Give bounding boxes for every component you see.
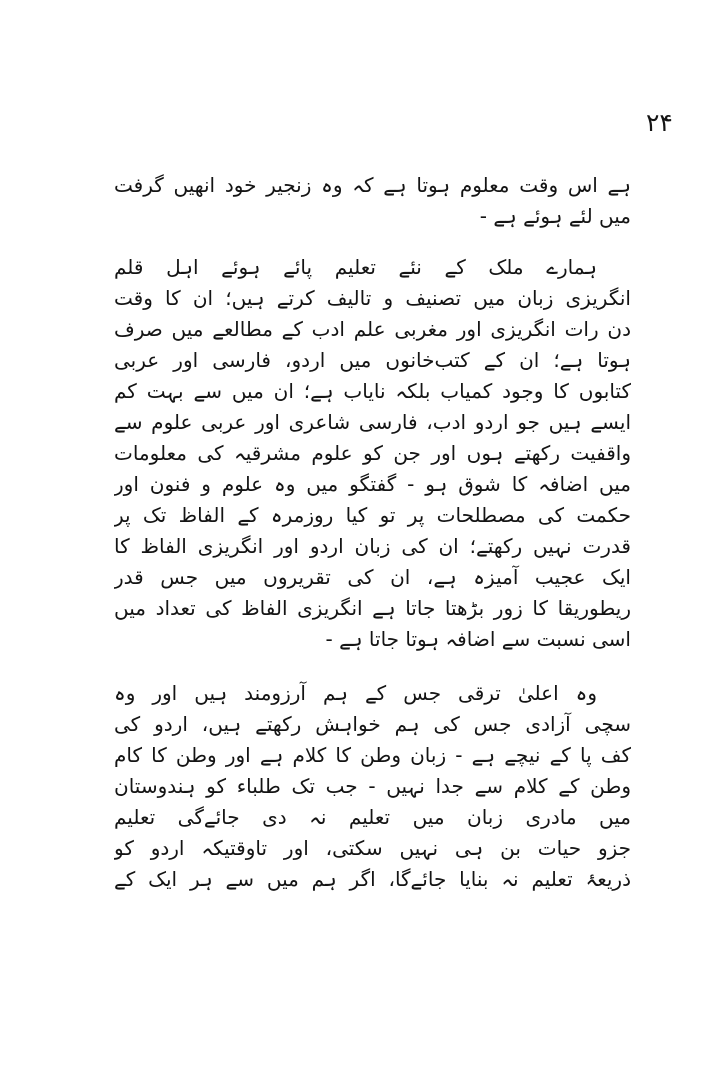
paragraph-1 [114,170,631,232]
text-line: میں لئے ہوئے ہے - [479,204,631,228]
text-line: ایسے ہیں جو اردو ادب، فارسی شاعری اور عربی علوم سے [114,410,631,434]
text-line: میں اضافہ کا شوق ہو - گفتگو میں وہ علوم و فنون اور [114,472,631,496]
text-line: میں مادری زبان میں تعلیم نہ دی جائےگی تعلیم [114,805,631,829]
text-line: سچی آزادی جس کی ہم خواہش رکھتے ہیں، اردو کی [114,712,631,736]
text-line: واقفیت رکھتے ہوں اور جن کو علوم مشرقیہ کی معلومات [114,441,631,465]
text-line: ایک عجیب آمیزہ ہے، ان کی تقریروں میں جس قدر [114,565,631,589]
text-line: ذریعۂ تعلیم نہ بنایا جائےگا، اگر ہم میں سے ہر ایک کے [114,867,631,891]
text-line: اسی نسبت سے اضافہ ہوتا جاتا ہے - [325,627,631,651]
text-line: کف پا کے نیچے ہے - زبان وطن کا کلام ہے اور وطن کا کام [114,743,631,767]
text-line: جزو حیات بن ہی نہیں سکتی، اور تاوقتیکہ اردو کو [114,836,631,860]
text-line: کتابوں کا وجود کمیاب بلکہ نایاب ہے؛ ان میں سے بہت کم [114,379,631,403]
paragraph-3 [114,678,631,895]
text-line: قدرت نہیں رکھتے؛ ان کی زبان اردو اور انگریزی الفاظ کا [114,534,631,558]
text-line: ہمارے ملک کے نئے تعلیم پائے ہوئے اہل قلم [114,255,597,279]
text-line: ہوتا ہے؛ ان کے کتب‌خانوں میں اردو، فارسی اور عربی [114,348,631,372]
page-number: ۲۴ [646,108,673,137]
text-line: دن رات انگریزی اور مغربی علم ادب کے مطالعے میں صرف [114,317,631,341]
text-line: حکمت کی مصطلحات پر تو کیا روزمرہ کے الفاظ تک پر [114,503,631,527]
text-line: ریطوریقا کا زور بڑھتا جاتا ہے انگریزی الفاظ کی تعداد میں [114,596,631,620]
text-line: ہے اس وقت معلوم ہوتا ہے کہ وہ زنجیر خود انھیں گرفت [114,173,631,197]
text-line: وطن کے کلام سے جدا نہیں - جب تک طلباء کو ہندوستان [114,774,631,798]
text-line: وہ اعلیٰ ترقی جس کے ہم آرزومند ہیں اور وہ [114,681,597,705]
text-line: انگریزی زبان میں تصنیف و تالیف کرتے ہیں؛ ان کا وقت [114,286,631,310]
paragraph-2 [114,252,631,655]
